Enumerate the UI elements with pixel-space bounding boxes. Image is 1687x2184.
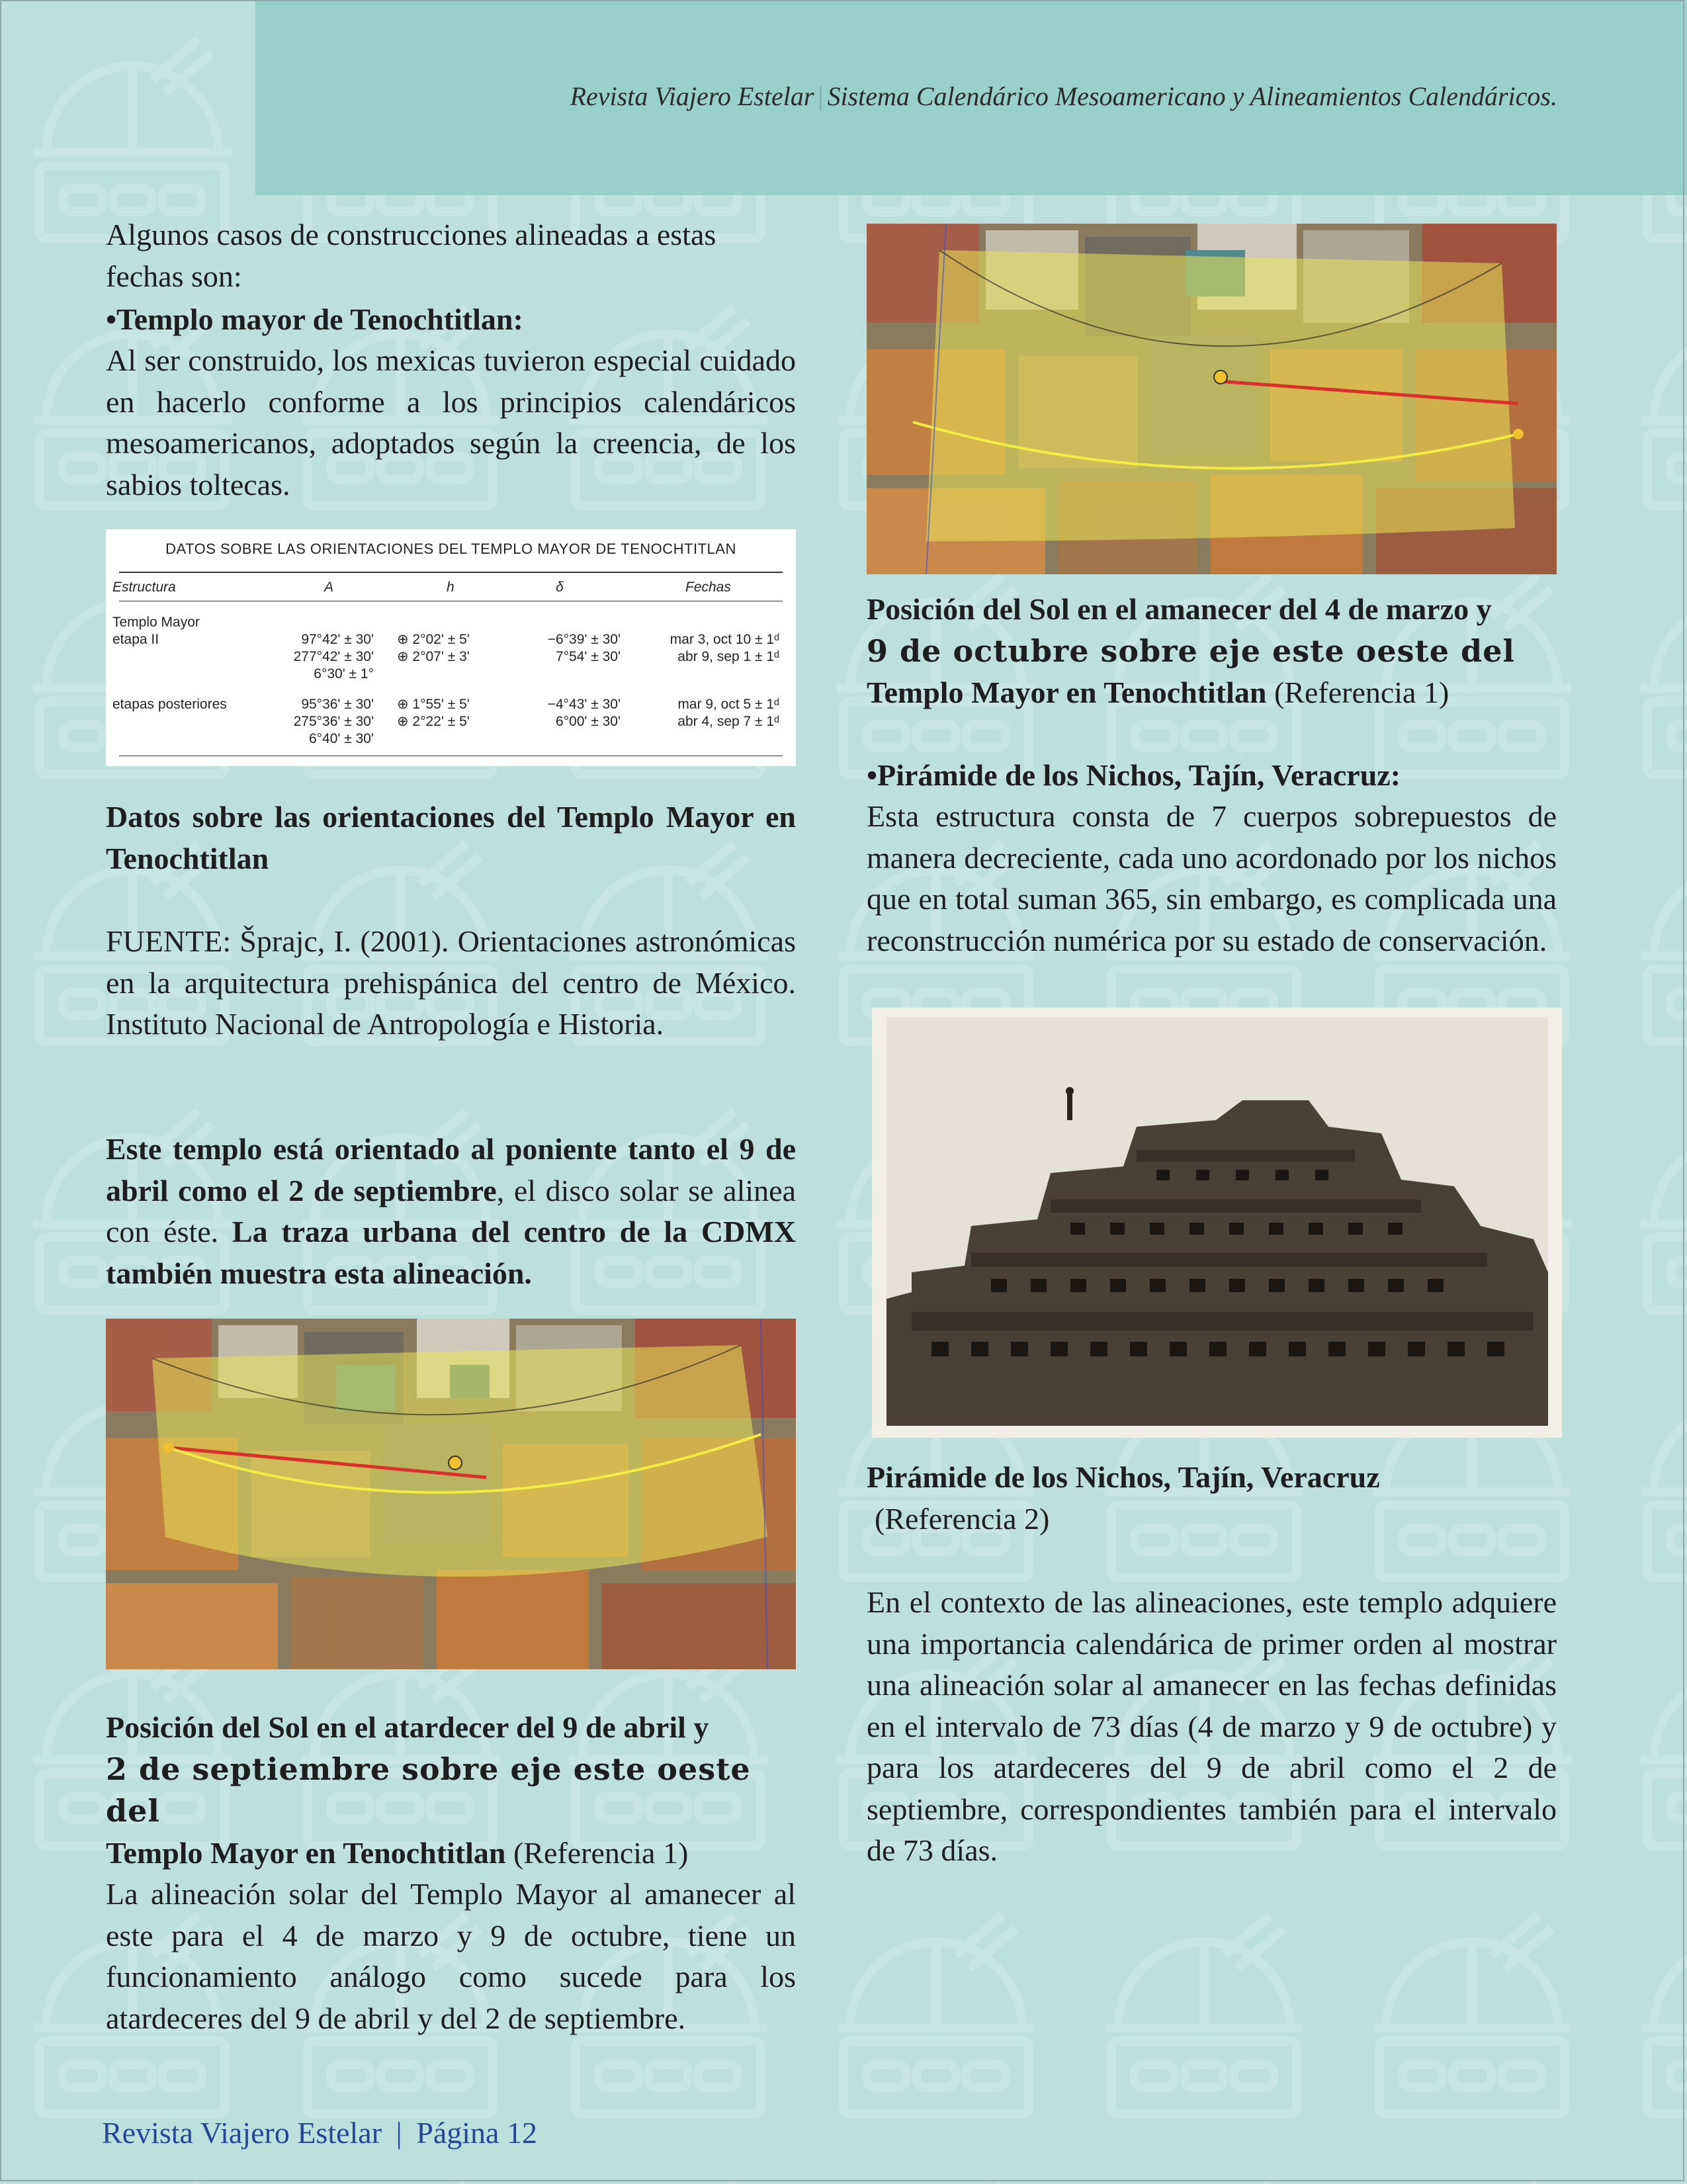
- source-citation: FUENTE: Šprajc, I. (2001). Orientaciones astronómicas en la arquitectura prehispánica del centro de México. Instituto Nacional de Antropología e Historia.: [106, 924, 796, 1041]
- table-cell-a: 97°42' ± 30' 277°42' ± 30' 6°30' ± 1°: [293, 632, 374, 681]
- table-cell-h: ⊕ 1°55' ± 5' ⊕ 2°22' ± 5': [397, 697, 470, 729]
- piramide-heading-text: •Pirámide de los Nichos, Tajín, Veracruz:: [867, 758, 1401, 792]
- orientation-data-table: [106, 529, 796, 766]
- header-section: Sistema Calendárico Mesoamericano y Alineamientos Calendáricos.: [827, 81, 1557, 111]
- sunrise-alignment-aerial-map: [867, 224, 1557, 574]
- table-cell-fechas: mar 9, oct 5 ± 1ᵈ abr 4, sep 7 ± 1ᵈ: [677, 697, 779, 729]
- table-header-h: h: [447, 580, 454, 595]
- orientation-bold-2: La traza urbana del centro de la CDMX también muestra esta alineación.: [106, 1215, 796, 1290]
- sunset-alignment-aerial-map: [106, 1319, 796, 1669]
- footer-magazine: Revista Viajero Estelar: [102, 2116, 382, 2150]
- orientation-normal: , el disco solar se alinea con éste.: [106, 1173, 796, 1248]
- left-map-caption-b: 2 de septiembre sobre eje este oeste del: [106, 1751, 751, 1829]
- right-map-caption-ref: (Referencia 1): [1266, 676, 1449, 709]
- right-map-caption-b: 9 de octubre sobre eje este oeste del: [867, 633, 1515, 669]
- right-map-caption: [867, 589, 1557, 714]
- photo-caption: [867, 1457, 1557, 1540]
- table-cell-estructura: etapas posteriores: [112, 697, 227, 712]
- left-map-caption-c: Templo Mayor en Tenochtitlan: [106, 1835, 506, 1870]
- orientation-bold-1: Este templo está orientado al poniente tanto el 9 de abril como el 2 de septiembre: [106, 1132, 796, 1207]
- table-caption-text: Datos sobre las orientaciones del Templo Mayor en Tenochtitlan: [106, 800, 796, 875]
- intro-paragraph: Algunos casos de construcciones alineadas a estas fechas son:: [106, 218, 716, 293]
- table-header-fechas: Fechas: [685, 580, 731, 595]
- table-header-a: A: [324, 580, 334, 595]
- templo-heading: [106, 299, 796, 341]
- piramide-heading: [867, 755, 1557, 797]
- left-map-caption-a: Posición del Sol en el atardecer del 9 de abril y: [106, 1710, 709, 1744]
- table-top-rule: [119, 572, 783, 573]
- table-header-estructura: Estructura: [112, 580, 176, 595]
- templo-paragraph: Al ser construido, los mexicas tuvieron especial cuidado en hacerlo conforme a los principios calendáricos mesoamericanos, adoptados según la creencia, de los sabios toltecas.: [106, 343, 796, 502]
- piramide-nichos-photo: [872, 1008, 1562, 1438]
- header-magazine: Revista Viajero Estelar: [570, 81, 814, 111]
- closing-paragraph: La alineación solar del Templo Mayor al amanecer al este para el 4 de marzo y 9 de octubre, tiene un funcionamiento análogo como sucede para los atardeceres del 9 de abril y del 2 de septiembre.: [106, 1877, 796, 2035]
- right-map-caption-c: Templo Mayor en Tenochtitlan: [867, 676, 1267, 709]
- header-separator: |: [818, 81, 824, 111]
- piramide-paragraph: Esta estructura consta de 7 cuerpos sobrepuestos de manera decreciente, cada uno acordonado por los nichos que en total suman 365, sin embargo, es complicada una reconstrucción numérica por su estado de conservación.: [867, 799, 1557, 957]
- table-cell-fechas: mar 3, oct 10 ± 1ᵈ abr 9, sep 1 ± 1ᵈ: [670, 632, 779, 664]
- table-cell-h: ⊕ 2°02' ± 5' ⊕ 2°07' ± 3': [397, 632, 470, 664]
- table-header-delta: δ: [556, 580, 564, 595]
- running-header: [570, 81, 1557, 112]
- left-map-caption-ref: (Referencia 1): [505, 1835, 689, 1870]
- table-cell-delta: −4°43' ± 30' 6°00' ± 30': [547, 697, 621, 729]
- photo-caption-ref: (Referencia 2): [875, 1501, 1050, 1536]
- photo-caption-title: Pirámide de los Nichos, Tajín, Veracruz: [867, 1460, 1380, 1494]
- table-cell-estructura: Templo Mayor etapa II: [112, 615, 200, 647]
- table-cell-a: 95°36' ± 30' 275°36' ± 30' 6°40' ± 30': [293, 697, 374, 746]
- table-cell-delta: −6°39' ± 30' 7°54' ± 30': [547, 632, 621, 664]
- templo-heading-text: •Templo mayor de Tenochtitlan:: [106, 302, 523, 336]
- left-map-caption: [106, 1707, 796, 1874]
- context-paragraph: En el contexto de las alineaciones, este templo adquiere una importancia calendárica de primer orden al mostrar una alineación solar al amanecer en las fechas definidas en el intervalo de 73 días (4 de marzo y 9 de octubre) y para los atardeceres del 9 de abril como el 2 de septiembre, correspondientes también para el intervalo de 73 días.: [867, 1585, 1557, 1867]
- orientation-paragraph: [106, 1129, 796, 1294]
- footer-page-number: Página 12: [416, 2116, 537, 2150]
- footer-separator: |: [396, 2116, 402, 2150]
- right-map-caption-a: Posición del Sol en el amanecer del 4 de marzo y: [867, 592, 1492, 626]
- page-footer: [102, 2115, 537, 2150]
- table-caption: [106, 797, 796, 879]
- table-title: DATOS SOBRE LAS ORIENTACIONES DEL TEMPLO MAYOR DE TENOCHTITLAN: [165, 541, 736, 557]
